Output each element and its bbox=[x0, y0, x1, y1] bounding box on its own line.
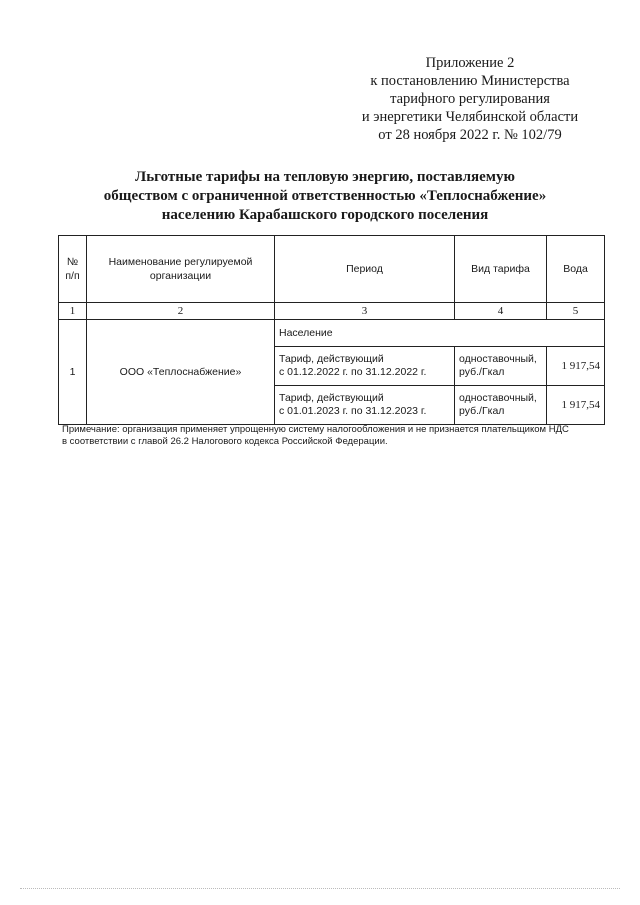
period-dates: с 01.12.2022 г. по 31.12.2022 г. bbox=[279, 366, 427, 378]
header-tariff-type: Вид тарифа bbox=[455, 236, 547, 303]
header-period: Период bbox=[275, 236, 455, 303]
period-label: Тариф, действующий bbox=[279, 353, 384, 365]
footnote-line: Примечание: организация применяет упрощенную систему налогообложения и не признается плательщиком НДС bbox=[62, 424, 569, 435]
header-org: Наименование регулируемой организации bbox=[87, 236, 275, 303]
table-header-row bbox=[59, 236, 605, 303]
column-number-row bbox=[59, 303, 605, 320]
period-label: Тариф, действующий bbox=[279, 392, 384, 404]
tariff-unit: руб./Гкал bbox=[459, 366, 505, 378]
water-value: 1 917,54 bbox=[547, 386, 605, 425]
column-number: 4 bbox=[455, 303, 547, 320]
footnote bbox=[62, 424, 622, 448]
column-number: 3 bbox=[275, 303, 455, 320]
column-number: 1 bbox=[59, 303, 87, 320]
period-dates: с 01.01.2023 г. по 31.12.2023 г. bbox=[279, 405, 427, 417]
column-number: 5 bbox=[547, 303, 605, 320]
appendix-line: тарифного регулирования bbox=[390, 91, 550, 107]
tariff-type: одноставочный, bbox=[459, 353, 537, 365]
header-num: № п/п bbox=[59, 236, 87, 303]
appendix-line: Приложение 2 bbox=[425, 55, 515, 71]
tariff-unit: руб./Гкал bbox=[459, 405, 505, 417]
water-value: 1 917,54 bbox=[547, 347, 605, 386]
tariff-type-cell bbox=[455, 386, 547, 425]
column-number: 2 bbox=[87, 303, 275, 320]
tariff-type: одноставочный, bbox=[459, 392, 537, 404]
title-line: Льготные тарифы на тепловую энергию, поставляемую bbox=[135, 169, 515, 185]
row-group: Население bbox=[275, 320, 605, 347]
header-water: Вода bbox=[547, 236, 605, 303]
appendix-line: от 28 ноября 2022 г. № 102/79 bbox=[378, 127, 562, 143]
table-row bbox=[59, 320, 605, 347]
row-org: ООО «Теплоснабжение» bbox=[87, 320, 275, 425]
appendix-line: и энергетики Челябинской области bbox=[361, 109, 579, 125]
scan-artifact-line bbox=[20, 888, 620, 889]
tariff-type-cell bbox=[455, 347, 547, 386]
tariff-table bbox=[58, 235, 605, 425]
appendix-block bbox=[330, 54, 610, 144]
row-num: 1 bbox=[59, 320, 87, 425]
title-line: обществом с ограниченной ответственностью «Теплоснабжение» bbox=[103, 188, 547, 204]
document-title bbox=[60, 168, 590, 225]
period-cell bbox=[275, 386, 455, 425]
period-cell bbox=[275, 347, 455, 386]
appendix-line: к постановлению Министерства bbox=[370, 73, 570, 89]
title-line: населению Карабашского городского поселения bbox=[161, 207, 489, 223]
footnote-line: в соответствии с главой 26.2 Налогового кодекса Российской Федерации. bbox=[62, 436, 388, 447]
